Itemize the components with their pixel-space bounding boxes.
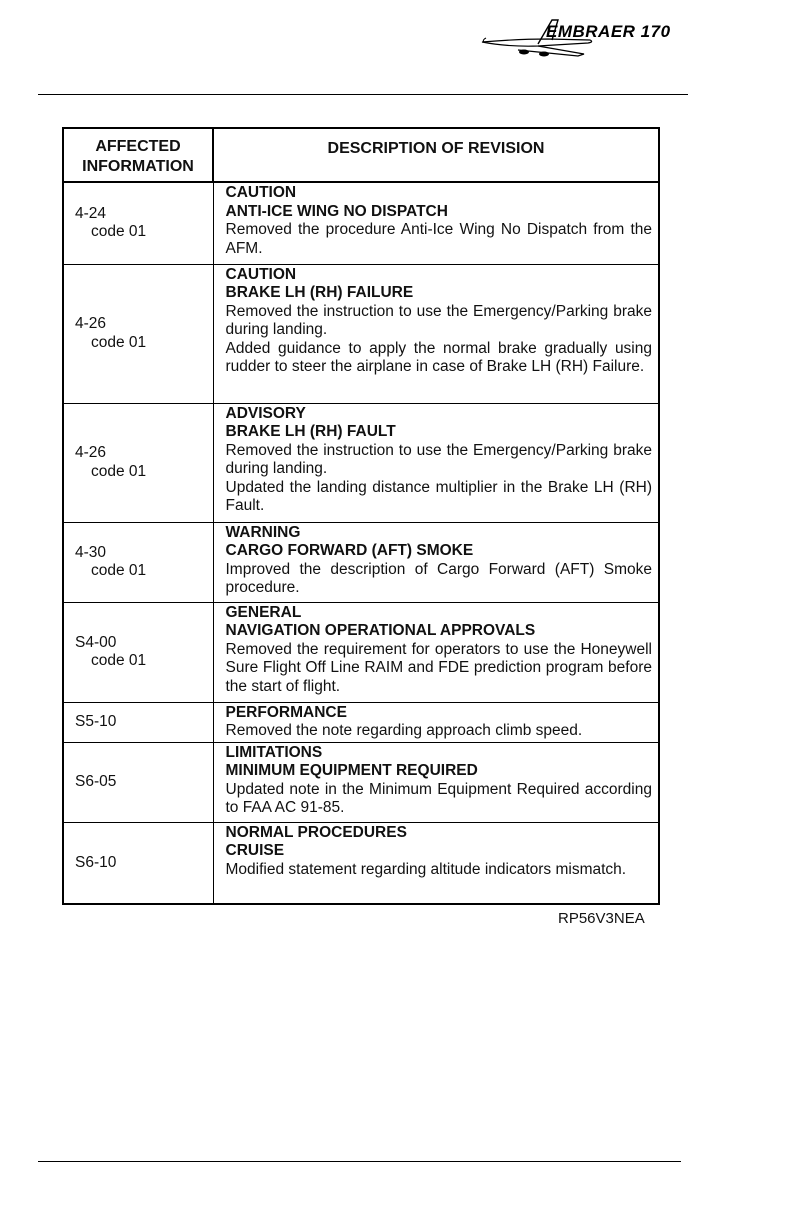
header-divider (38, 94, 688, 95)
description-cell (213, 602, 659, 702)
affected-cell (63, 264, 213, 403)
description-text: Removed the procedure Anti-Ice Wing No Dispatch from the AFM. (225, 221, 652, 257)
affected-information-header (63, 128, 213, 182)
table-row (63, 264, 659, 403)
description-header: DESCRIPTION OF REVISION (213, 128, 659, 182)
affected-code: code 01 (91, 652, 147, 669)
affected-section: S5-10 (75, 712, 117, 730)
affected-code: code 01 (91, 462, 147, 480)
revision-table (62, 127, 660, 905)
affected-cell (63, 602, 213, 702)
table-row (63, 602, 659, 702)
affected-section: 4-26 (75, 444, 107, 461)
category: NORMAL PROCEDURES (225, 823, 407, 841)
affected-cell (63, 522, 213, 602)
description-text: Added guidance to apply the normal brake gradually using rudder to steer the airplane in case of Brake LH (RH) Failure. (225, 339, 652, 375)
affected-cell (63, 182, 213, 264)
description-cell (213, 403, 659, 522)
description-cell (213, 702, 659, 742)
affected-code: code 01 (91, 333, 147, 351)
affected-cell (63, 403, 213, 522)
description-cell (213, 182, 659, 264)
header-line: AFFECTED (95, 138, 181, 155)
table-row (63, 702, 659, 742)
description-cell (213, 822, 659, 904)
category: GENERAL (225, 603, 302, 621)
affected-section: S4-00 (75, 633, 117, 651)
category: LIMITATIONS (225, 743, 323, 761)
description-cell (213, 742, 659, 822)
table-header-row (63, 128, 659, 182)
affected-cell (63, 702, 213, 742)
table-row (63, 742, 659, 822)
logo-text: EMBRAER 170 (546, 22, 671, 41)
header-line: INFORMATION (82, 158, 194, 175)
description-text: Updated note in the Minimum Equipment Required according to FAA AC 91-85. (225, 780, 652, 816)
procedure-title: ANTI-ICE WING NO DISPATCH (225, 202, 448, 220)
procedure-title: CARGO FORWARD (AFT) SMOKE (225, 542, 474, 559)
description-text: Removed the note regarding approach climb speed. (225, 722, 583, 739)
category: WARNING (225, 523, 301, 541)
reference-code: RP56V3NEA (558, 910, 645, 927)
procedure-title: NAVIGATION OPERATIONAL APPROVALS (225, 622, 536, 639)
footer-divider (38, 1161, 681, 1162)
procedure-title: BRAKE LH (RH) FAULT (225, 423, 396, 440)
affected-section: 4-24 (75, 204, 107, 222)
description-cell (213, 522, 659, 602)
affected-section: S6-10 (75, 853, 117, 871)
procedure-title: BRAKE LH (RH) FAILURE (225, 284, 414, 301)
table-row (63, 822, 659, 904)
procedure-title: MINIMUM EQUIPMENT REQUIRED (225, 762, 478, 779)
table-row (63, 182, 659, 264)
affected-section: S6-05 (75, 772, 117, 790)
description-text: Modified statement regarding altitude indicators mismatch. (225, 860, 627, 878)
description-text: Removed the requirement for operators to use the Honeywell Sure Flight Off Line RAIM and FDE prediction program before the start of flight. (225, 640, 652, 695)
category: PERFORMANCE (225, 703, 347, 721)
affected-cell (63, 822, 213, 904)
category: CAUTION (225, 184, 297, 201)
category: CAUTION (225, 265, 297, 283)
table-row (63, 522, 659, 602)
affected-code: code 01 (91, 562, 147, 579)
description-text: Updated the landing distance multiplier in the Brake LH (RH) Fault. (225, 478, 652, 514)
description-text: Removed the instruction to use the Emergency/Parking brake during landing. (225, 441, 652, 477)
description-cell (213, 264, 659, 403)
category: ADVISORY (225, 404, 306, 422)
table-row (63, 403, 659, 522)
procedure-title: CRUISE (225, 842, 285, 859)
affected-cell (63, 742, 213, 822)
description-text: Removed the instruction to use the Emergency/Parking brake during landing. (225, 302, 652, 338)
affected-section: 4-26 (75, 315, 107, 332)
affected-section: 4-30 (75, 543, 107, 561)
affected-code: code 01 (91, 223, 147, 241)
description-text: Improved the description of Cargo Forward (AFT) Smoke procedure. (225, 560, 652, 596)
